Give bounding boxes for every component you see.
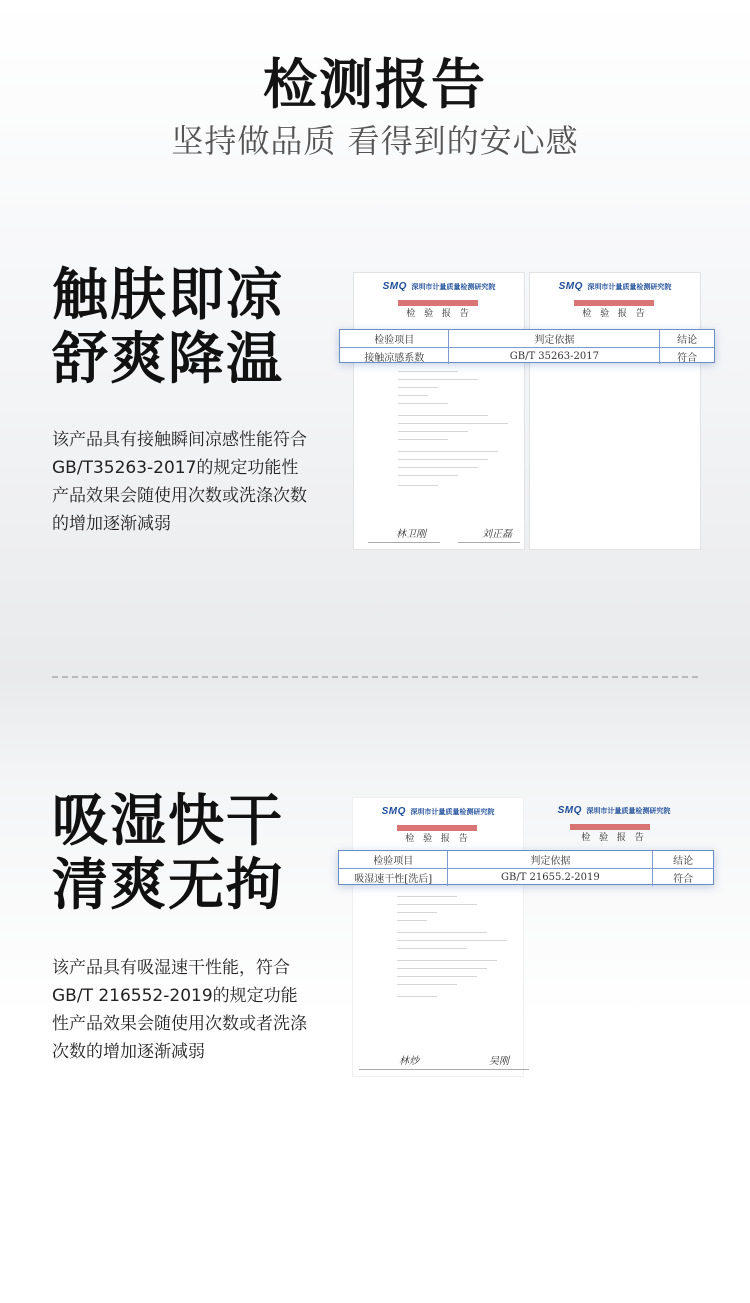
table-header-row [340, 330, 714, 347]
doc-line [353, 902, 523, 906]
table-header-result: 结论 [673, 856, 694, 867]
smq-logo: SMQ [381, 806, 406, 817]
smq-logo: SMQ [557, 805, 582, 816]
report-page-left [352, 797, 524, 1077]
doc-line [353, 930, 523, 934]
doc-line [354, 429, 524, 433]
doc-line [353, 982, 523, 986]
signature-left: 林卫刚 [396, 529, 426, 540]
institute-name: 深圳市计量质量检测研究院 [411, 284, 496, 291]
doc-line [353, 894, 523, 898]
institute-name: 深圳市计量质量检测研究院 [587, 284, 672, 291]
doc-line [353, 958, 523, 962]
smq-logo: SMQ [558, 281, 583, 292]
report-table-highlight [339, 329, 715, 363]
signature-left: 林炒 [399, 1056, 419, 1067]
page-subtitle: 坚持做品质 看得到的安心感 [171, 122, 579, 160]
signature-row [360, 529, 518, 543]
signature-row [359, 1056, 517, 1070]
section1-description: 该产品具有接触瞬间凉感性能符合GB/T35263-2017的规定功能性产品效果会随使用次数或洗涤次数的增加逐渐减弱 [52, 430, 307, 534]
section2-title [52, 790, 284, 918]
table-header-row [339, 851, 713, 868]
doc-line [354, 449, 524, 453]
table-header-item: 检验项目 [340, 330, 449, 347]
table-row [340, 347, 714, 364]
institute-name: 深圳市计量质量检测研究院 [410, 809, 495, 816]
doc-line [354, 413, 524, 417]
doc-line [354, 465, 524, 469]
report-doc-title: 检 验 报 告 [405, 834, 471, 844]
report-table-highlight [338, 850, 714, 885]
section1-title-line2: 舒爽降温 [52, 327, 284, 392]
section1-title-line1: 触肤即凉 [52, 263, 284, 328]
report-doc-title: 检 验 报 告 [581, 833, 647, 843]
smq-logo: SMQ [382, 281, 407, 292]
doc-line [354, 385, 524, 389]
section1-title [52, 264, 284, 392]
doc-line [354, 457, 524, 461]
doc-line [353, 966, 523, 970]
doc-line [353, 946, 523, 950]
doc-line [354, 473, 524, 477]
section2-description: 该产品具有吸湿速干性能，符合GB/T 216552-2019的规定功能性产品效果会随使用次数或者洗涤次数的增加逐渐减弱 [52, 958, 307, 1062]
signature-right: 刘正磊 [482, 529, 512, 540]
doc-line [354, 421, 524, 425]
section2-title-line1: 吸湿快干 [52, 789, 284, 854]
report-header [530, 281, 700, 292]
table-cell-item: 接触凉感系数 [340, 348, 449, 364]
table-cell-result: 符合 [677, 352, 698, 364]
report-page-right [529, 272, 701, 550]
doc-line [354, 393, 524, 397]
report-doc-title: 检 验 报 告 [582, 309, 648, 319]
section-divider [52, 676, 698, 678]
doc-line [354, 437, 524, 441]
page-title: 检测报告 [263, 53, 487, 116]
table-cell-result: 符合 [673, 874, 694, 885]
doc-line [353, 938, 523, 942]
table-cell-basis: GB/T 35263-2017 [449, 348, 660, 364]
signature-right: 吴刚 [489, 1056, 509, 1067]
report-header [526, 805, 702, 816]
report-page-left [353, 272, 525, 550]
table-cell-item: 吸湿速干性[洗后] [339, 869, 448, 886]
table-header-item: 检验项目 [339, 851, 448, 868]
report-header [353, 806, 523, 817]
doc-line [353, 910, 523, 914]
table-header-result: 结论 [677, 335, 698, 346]
table-row [339, 868, 713, 886]
table-header-basis: 判定依据 [448, 851, 653, 868]
institute-name: 深圳市计量质量检测研究院 [586, 808, 671, 815]
doc-line [353, 994, 523, 998]
doc-line [353, 974, 523, 978]
table-cell-basis: GB/T 21655.2-2019 [448, 869, 653, 886]
doc-line [354, 369, 524, 373]
report-header [354, 281, 524, 292]
doc-line [354, 377, 524, 381]
doc-line [354, 483, 524, 487]
report-doc-title: 检 验 报 告 [406, 309, 472, 319]
section2-title-line2: 清爽无拘 [52, 853, 284, 918]
doc-line [354, 401, 524, 405]
table-header-basis: 判定依据 [449, 330, 660, 347]
doc-line [353, 918, 523, 922]
